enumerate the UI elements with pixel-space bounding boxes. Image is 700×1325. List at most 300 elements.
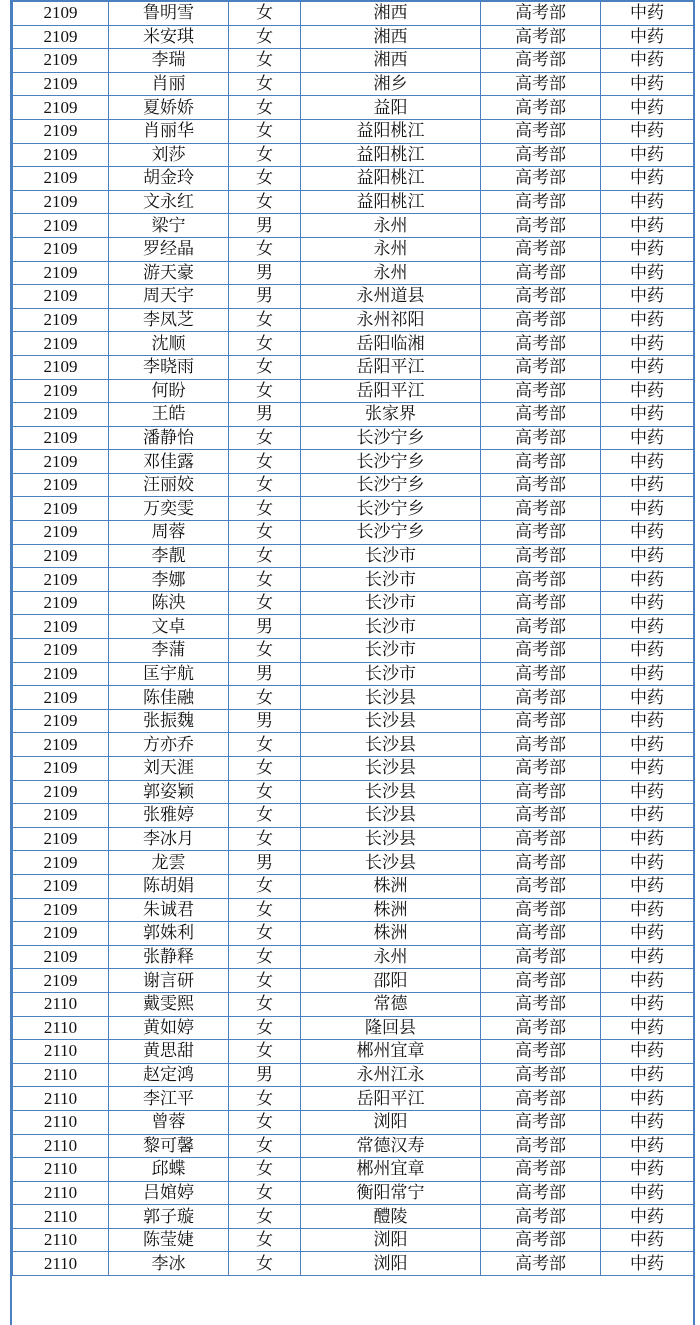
major-cell: 中药 — [601, 285, 694, 309]
table-row — [13, 686, 694, 710]
department-cell: 高考部 — [481, 190, 601, 214]
grade-cell: 2110 — [13, 1158, 109, 1182]
major-cell: 中药 — [601, 945, 694, 969]
gender-cell: 女 — [229, 780, 301, 804]
region-cell: 长沙宁乡 — [301, 497, 481, 521]
grade-cell: 2110 — [13, 1181, 109, 1205]
name-cell: 郭子璇 — [109, 1205, 229, 1229]
major-cell: 中药 — [601, 827, 694, 851]
student-table-body — [13, 1, 694, 1276]
region-cell: 长沙县 — [301, 686, 481, 710]
gender-cell: 女 — [229, 898, 301, 922]
major-cell: 中药 — [601, 733, 694, 757]
grade-cell: 2109 — [13, 639, 109, 663]
department-cell: 高考部 — [481, 1087, 601, 1111]
department-cell: 高考部 — [481, 214, 601, 238]
name-cell: 曾蓉 — [109, 1110, 229, 1134]
grade-cell: 2109 — [13, 473, 109, 497]
table-row — [13, 426, 694, 450]
department-cell: 高考部 — [481, 898, 601, 922]
major-cell: 中药 — [601, 662, 694, 686]
name-cell: 陈泱 — [109, 591, 229, 615]
major-cell: 中药 — [601, 686, 694, 710]
region-cell: 长沙县 — [301, 804, 481, 828]
table-row — [13, 1228, 694, 1252]
name-cell: 李靓 — [109, 544, 229, 568]
name-cell: 李晓雨 — [109, 355, 229, 379]
gender-cell: 女 — [229, 568, 301, 592]
grade-cell: 2110 — [13, 1110, 109, 1134]
department-cell: 高考部 — [481, 1252, 601, 1276]
name-cell: 陈佳融 — [109, 686, 229, 710]
grade-cell: 2109 — [13, 119, 109, 143]
gender-cell: 女 — [229, 237, 301, 261]
major-cell: 中药 — [601, 1252, 694, 1276]
gender-cell: 女 — [229, 1181, 301, 1205]
region-cell: 长沙县 — [301, 827, 481, 851]
region-cell: 岳阳临湘 — [301, 332, 481, 356]
department-cell: 高考部 — [481, 285, 601, 309]
region-cell: 株洲 — [301, 898, 481, 922]
grade-cell: 2109 — [13, 214, 109, 238]
major-cell: 中药 — [601, 1016, 694, 1040]
name-cell: 吕婠婷 — [109, 1181, 229, 1205]
gender-cell: 女 — [229, 804, 301, 828]
grade-cell: 2109 — [13, 1, 109, 25]
gender-cell: 女 — [229, 473, 301, 497]
name-cell: 何盼 — [109, 379, 229, 403]
gender-cell: 女 — [229, 1134, 301, 1158]
major-cell: 中药 — [601, 167, 694, 191]
region-cell: 郴州宜章 — [301, 1040, 481, 1064]
department-cell: 高考部 — [481, 709, 601, 733]
region-cell: 长沙县 — [301, 780, 481, 804]
major-cell: 中药 — [601, 473, 694, 497]
grade-cell: 2110 — [13, 1205, 109, 1229]
region-cell: 郴州宜章 — [301, 1158, 481, 1182]
major-cell: 中药 — [601, 639, 694, 663]
region-cell: 永州 — [301, 214, 481, 238]
department-cell: 高考部 — [481, 568, 601, 592]
major-cell: 中药 — [601, 615, 694, 639]
major-cell: 中药 — [601, 1, 694, 25]
gender-cell: 女 — [229, 355, 301, 379]
grade-cell: 2110 — [13, 1134, 109, 1158]
department-cell: 高考部 — [481, 851, 601, 875]
major-cell: 中药 — [601, 568, 694, 592]
region-cell: 永州祁阳 — [301, 308, 481, 332]
major-cell: 中药 — [601, 261, 694, 285]
table-row — [13, 72, 694, 96]
name-cell: 张振魏 — [109, 709, 229, 733]
major-cell: 中药 — [601, 355, 694, 379]
region-cell: 衡阳常宁 — [301, 1181, 481, 1205]
major-cell: 中药 — [601, 72, 694, 96]
name-cell: 鲁明雪 — [109, 1, 229, 25]
grade-cell: 2109 — [13, 167, 109, 191]
major-cell: 中药 — [601, 379, 694, 403]
name-cell: 刘天涯 — [109, 757, 229, 781]
department-cell: 高考部 — [481, 1016, 601, 1040]
gender-cell: 女 — [229, 922, 301, 946]
gender-cell: 男 — [229, 285, 301, 309]
region-cell: 永州 — [301, 237, 481, 261]
major-cell: 中药 — [601, 1228, 694, 1252]
student-roster-sheet — [10, 0, 695, 1325]
department-cell: 高考部 — [481, 591, 601, 615]
department-cell: 高考部 — [481, 945, 601, 969]
gender-cell: 女 — [229, 1087, 301, 1111]
grade-cell: 2109 — [13, 851, 109, 875]
region-cell: 益阳 — [301, 96, 481, 120]
region-cell: 湘西 — [301, 1, 481, 25]
table-row — [13, 639, 694, 663]
gender-cell: 女 — [229, 1205, 301, 1229]
major-cell: 中药 — [601, 1087, 694, 1111]
region-cell: 长沙市 — [301, 544, 481, 568]
major-cell: 中药 — [601, 1063, 694, 1087]
department-cell: 高考部 — [481, 1040, 601, 1064]
grade-cell: 2109 — [13, 308, 109, 332]
table-row — [13, 119, 694, 143]
region-cell: 湘西 — [301, 49, 481, 73]
name-cell: 郭姝利 — [109, 922, 229, 946]
table-row — [13, 1, 694, 25]
gender-cell: 女 — [229, 1016, 301, 1040]
gender-cell: 男 — [229, 261, 301, 285]
gender-cell: 女 — [229, 190, 301, 214]
name-cell: 胡金玲 — [109, 167, 229, 191]
name-cell: 谢言研 — [109, 969, 229, 993]
grade-cell: 2109 — [13, 49, 109, 73]
grade-cell: 2110 — [13, 992, 109, 1016]
major-cell: 中药 — [601, 1158, 694, 1182]
region-cell: 永州 — [301, 261, 481, 285]
grade-cell: 2109 — [13, 757, 109, 781]
table-row — [13, 544, 694, 568]
department-cell: 高考部 — [481, 403, 601, 427]
major-cell: 中药 — [601, 190, 694, 214]
grade-cell: 2109 — [13, 922, 109, 946]
department-cell: 高考部 — [481, 1, 601, 25]
department-cell: 高考部 — [481, 379, 601, 403]
major-cell: 中药 — [601, 709, 694, 733]
gender-cell: 女 — [229, 992, 301, 1016]
table-row — [13, 615, 694, 639]
table-row — [13, 167, 694, 191]
name-cell: 李冰 — [109, 1252, 229, 1276]
region-cell: 隆回县 — [301, 1016, 481, 1040]
table-row — [13, 709, 694, 733]
gender-cell: 女 — [229, 1040, 301, 1064]
table-row — [13, 780, 694, 804]
grade-cell: 2109 — [13, 686, 109, 710]
grade-cell: 2110 — [13, 1016, 109, 1040]
gender-cell: 女 — [229, 757, 301, 781]
department-cell: 高考部 — [481, 261, 601, 285]
department-cell: 高考部 — [481, 827, 601, 851]
gender-cell: 女 — [229, 96, 301, 120]
department-cell: 高考部 — [481, 922, 601, 946]
table-row — [13, 591, 694, 615]
region-cell: 湘西 — [301, 25, 481, 49]
department-cell: 高考部 — [481, 1228, 601, 1252]
region-cell: 株洲 — [301, 874, 481, 898]
department-cell: 高考部 — [481, 308, 601, 332]
grade-cell: 2109 — [13, 804, 109, 828]
department-cell: 高考部 — [481, 544, 601, 568]
table-row — [13, 1252, 694, 1276]
grade-cell: 2109 — [13, 355, 109, 379]
table-row — [13, 898, 694, 922]
department-cell: 高考部 — [481, 992, 601, 1016]
gender-cell: 女 — [229, 426, 301, 450]
region-cell: 永州 — [301, 945, 481, 969]
department-cell: 高考部 — [481, 1158, 601, 1182]
region-cell: 浏阳 — [301, 1252, 481, 1276]
region-cell: 浏阳 — [301, 1110, 481, 1134]
table-row — [13, 1134, 694, 1158]
major-cell: 中药 — [601, 332, 694, 356]
name-cell: 肖丽 — [109, 72, 229, 96]
table-row — [13, 285, 694, 309]
gender-cell: 女 — [229, 521, 301, 545]
name-cell: 李冰月 — [109, 827, 229, 851]
gender-cell: 男 — [229, 403, 301, 427]
gender-cell: 女 — [229, 591, 301, 615]
grade-cell: 2109 — [13, 72, 109, 96]
major-cell: 中药 — [601, 898, 694, 922]
table-row — [13, 757, 694, 781]
region-cell: 长沙宁乡 — [301, 521, 481, 545]
grade-cell: 2109 — [13, 190, 109, 214]
name-cell: 李江平 — [109, 1087, 229, 1111]
department-cell: 高考部 — [481, 804, 601, 828]
major-cell: 中药 — [601, 49, 694, 73]
department-cell: 高考部 — [481, 450, 601, 474]
gender-cell: 女 — [229, 1252, 301, 1276]
name-cell: 文卓 — [109, 615, 229, 639]
gender-cell: 女 — [229, 143, 301, 167]
gender-cell: 男 — [229, 662, 301, 686]
region-cell: 邵阳 — [301, 969, 481, 993]
department-cell: 高考部 — [481, 49, 601, 73]
major-cell: 中药 — [601, 1134, 694, 1158]
gender-cell: 男 — [229, 214, 301, 238]
name-cell: 周天宇 — [109, 285, 229, 309]
table-row — [13, 49, 694, 73]
major-cell: 中药 — [601, 780, 694, 804]
name-cell: 李娜 — [109, 568, 229, 592]
name-cell: 黄如婷 — [109, 1016, 229, 1040]
major-cell: 中药 — [601, 591, 694, 615]
gender-cell: 女 — [229, 969, 301, 993]
gender-cell: 女 — [229, 733, 301, 757]
department-cell: 高考部 — [481, 72, 601, 96]
grade-cell: 2110 — [13, 1228, 109, 1252]
major-cell: 中药 — [601, 1110, 694, 1134]
major-cell: 中药 — [601, 119, 694, 143]
grade-cell: 2109 — [13, 898, 109, 922]
grade-cell: 2109 — [13, 497, 109, 521]
region-cell: 株洲 — [301, 922, 481, 946]
grade-cell: 2109 — [13, 662, 109, 686]
department-cell: 高考部 — [481, 639, 601, 663]
region-cell: 长沙县 — [301, 733, 481, 757]
table-row — [13, 662, 694, 686]
region-cell: 湘乡 — [301, 72, 481, 96]
gender-cell: 男 — [229, 709, 301, 733]
department-cell: 高考部 — [481, 521, 601, 545]
department-cell: 高考部 — [481, 874, 601, 898]
region-cell: 永州江永 — [301, 1063, 481, 1087]
name-cell: 黄思甜 — [109, 1040, 229, 1064]
major-cell: 中药 — [601, 214, 694, 238]
grade-cell: 2109 — [13, 780, 109, 804]
table-row — [13, 1016, 694, 1040]
gender-cell: 女 — [229, 639, 301, 663]
table-row — [13, 804, 694, 828]
department-cell: 高考部 — [481, 497, 601, 521]
region-cell: 益阳桃江 — [301, 143, 481, 167]
gender-cell: 女 — [229, 1228, 301, 1252]
name-cell: 李蒲 — [109, 639, 229, 663]
grade-cell: 2109 — [13, 568, 109, 592]
table-row — [13, 308, 694, 332]
student-table — [12, 0, 694, 1276]
name-cell: 戴雯熙 — [109, 992, 229, 1016]
grade-cell: 2109 — [13, 403, 109, 427]
department-cell: 高考部 — [481, 143, 601, 167]
grade-cell: 2109 — [13, 521, 109, 545]
name-cell: 陈莹婕 — [109, 1228, 229, 1252]
region-cell: 长沙市 — [301, 615, 481, 639]
major-cell: 中药 — [601, 426, 694, 450]
table-row — [13, 403, 694, 427]
grade-cell: 2110 — [13, 1063, 109, 1087]
region-cell: 益阳桃江 — [301, 190, 481, 214]
region-cell: 岳阳平江 — [301, 355, 481, 379]
name-cell: 张雅婷 — [109, 804, 229, 828]
grade-cell: 2109 — [13, 96, 109, 120]
gender-cell: 女 — [229, 308, 301, 332]
table-row — [13, 332, 694, 356]
gender-cell: 男 — [229, 615, 301, 639]
grade-cell: 2109 — [13, 709, 109, 733]
grade-cell: 2109 — [13, 143, 109, 167]
name-cell: 郭姿颖 — [109, 780, 229, 804]
table-row — [13, 190, 694, 214]
department-cell: 高考部 — [481, 355, 601, 379]
table-row — [13, 355, 694, 379]
table-row — [13, 214, 694, 238]
name-cell: 黎可馨 — [109, 1134, 229, 1158]
name-cell: 梁宁 — [109, 214, 229, 238]
region-cell: 长沙县 — [301, 757, 481, 781]
major-cell: 中药 — [601, 544, 694, 568]
gender-cell: 女 — [229, 25, 301, 49]
department-cell: 高考部 — [481, 237, 601, 261]
major-cell: 中药 — [601, 851, 694, 875]
name-cell: 匡宇航 — [109, 662, 229, 686]
name-cell: 罗经晶 — [109, 237, 229, 261]
table-row — [13, 237, 694, 261]
table-row — [13, 827, 694, 851]
major-cell: 中药 — [601, 1181, 694, 1205]
table-row — [13, 992, 694, 1016]
table-row — [13, 497, 694, 521]
department-cell: 高考部 — [481, 119, 601, 143]
region-cell: 长沙市 — [301, 662, 481, 686]
region-cell: 常德 — [301, 992, 481, 1016]
major-cell: 中药 — [601, 403, 694, 427]
department-cell: 高考部 — [481, 96, 601, 120]
major-cell: 中药 — [601, 874, 694, 898]
region-cell: 张家界 — [301, 403, 481, 427]
region-cell: 长沙市 — [301, 639, 481, 663]
name-cell: 刘莎 — [109, 143, 229, 167]
name-cell: 朱诚君 — [109, 898, 229, 922]
gender-cell: 女 — [229, 49, 301, 73]
name-cell: 周蓉 — [109, 521, 229, 545]
name-cell: 王皓 — [109, 403, 229, 427]
name-cell: 李凤芝 — [109, 308, 229, 332]
gender-cell: 女 — [229, 874, 301, 898]
name-cell: 万奕雯 — [109, 497, 229, 521]
department-cell: 高考部 — [481, 167, 601, 191]
region-cell: 益阳桃江 — [301, 119, 481, 143]
grade-cell: 2109 — [13, 544, 109, 568]
department-cell: 高考部 — [481, 733, 601, 757]
table-row — [13, 473, 694, 497]
major-cell: 中药 — [601, 96, 694, 120]
table-row — [13, 874, 694, 898]
table-row — [13, 1205, 694, 1229]
department-cell: 高考部 — [481, 969, 601, 993]
gender-cell: 女 — [229, 450, 301, 474]
department-cell: 高考部 — [481, 780, 601, 804]
table-row — [13, 143, 694, 167]
region-cell: 长沙宁乡 — [301, 426, 481, 450]
gender-cell: 女 — [229, 544, 301, 568]
major-cell: 中药 — [601, 308, 694, 332]
gender-cell: 女 — [229, 1110, 301, 1134]
grade-cell: 2109 — [13, 379, 109, 403]
table-row — [13, 96, 694, 120]
table-row — [13, 1040, 694, 1064]
table-row — [13, 922, 694, 946]
name-cell: 肖丽华 — [109, 119, 229, 143]
department-cell: 高考部 — [481, 1134, 601, 1158]
grade-cell: 2109 — [13, 450, 109, 474]
table-row — [13, 1110, 694, 1134]
table-row — [13, 25, 694, 49]
table-row — [13, 261, 694, 285]
gender-cell: 女 — [229, 167, 301, 191]
grade-cell: 2109 — [13, 285, 109, 309]
grade-cell: 2109 — [13, 25, 109, 49]
name-cell: 汪丽姣 — [109, 473, 229, 497]
region-cell: 岳阳平江 — [301, 379, 481, 403]
grade-cell: 2109 — [13, 615, 109, 639]
name-cell: 夏娇娇 — [109, 96, 229, 120]
department-cell: 高考部 — [481, 332, 601, 356]
department-cell: 高考部 — [481, 662, 601, 686]
grade-cell: 2110 — [13, 1252, 109, 1276]
department-cell: 高考部 — [481, 1181, 601, 1205]
department-cell: 高考部 — [481, 686, 601, 710]
name-cell: 米安琪 — [109, 25, 229, 49]
